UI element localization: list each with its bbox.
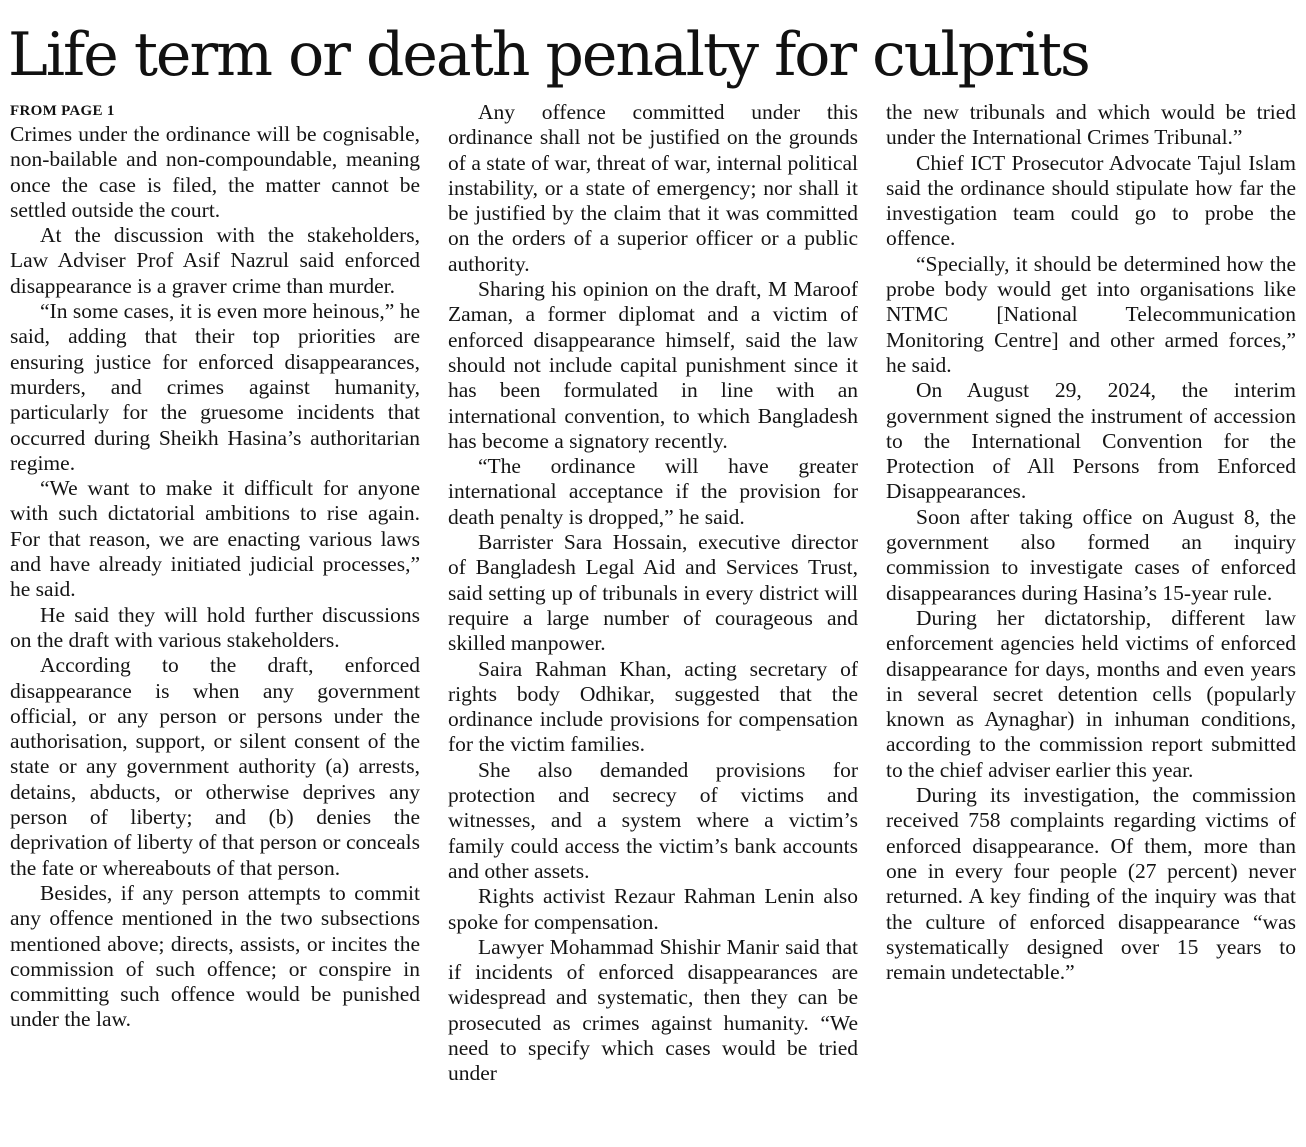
paragraph: Rights activist Rezaur Rahman Lenin also spoke for compensation.: [448, 884, 858, 934]
paragraph: He said they will hold further discussions on the draft with various stakeholders.: [10, 602, 420, 652]
article-column-1: [10, 100, 420, 1140]
from-page-label: FROM PAGE 1: [10, 103, 115, 119]
article-column-3: [886, 100, 1296, 1140]
paragraph: At the discussion with the stakeholders, Law Adviser Prof Asif Nazrul said enforced disappearance is a graver crime than murder.: [10, 223, 420, 298]
paragraph: During her dictatorship, different law enforcement agencies held victims of enforced disappearance for days, months and even years in several secret detention cells (popularly known as Aynaghar) in inhuman conditions, according to the commission report submitted to the chief adviser earlier this year.: [886, 605, 1296, 782]
paragraph: “The ordinance will have greater international acceptance if the provision for death penalty is dropped,” he said.: [448, 454, 858, 529]
paragraph: “Specially, it should be determined how the probe body would get into organisations like NTMC [National Telecommunication Monitoring Centre] and other armed forces,” he said.: [886, 251, 1296, 377]
paragraph: Any offence committed under this ordinance shall not be justified on the grounds of a state of war, threat of war, internal political instability, or a state of emergency; nor shall it be justified by the claim that it was committed on the orders of a superior officer or a public authority.: [448, 100, 858, 276]
paragraph: Besides, if any person attempts to commit any offence mentioned in the two subsections mentioned above; directs, assists, or incites the commission of such offence; or conspire in committing such offence would be punished under the law.: [10, 880, 420, 1032]
paragraph: Barrister Sara Hossain, executive director of Bangladesh Legal Aid and Services Trust, said setting up of tribunals in every district will require a large number of courageous and skilled manpower.: [448, 530, 858, 656]
paragraph: Lawyer Mohammad Shishir Manir said that if incidents of enforced disappearances are widespread and systematic, then they can be prosecuted as crimes against humanity. “We need to specify which cases would be tried under: [448, 934, 858, 1086]
paragraph: Soon after taking office on August 8, the government also formed an inquiry commission to investigate cases of enforced disappearances during Hasina’s 15-year rule.: [886, 504, 1296, 605]
paragraph: During its investigation, the commission received 758 complaints regarding victims of enforced disappearance. Of them, more than one in every four people (27 percent) never returned. A key finding of the inquiry was that the culture of enforced disappearance “was systematically designed over 15 years to remain undetectable.”: [886, 783, 1296, 985]
paragraph: Crimes under the ordinance will be cognisable, non-bailable and non-compoundable, meaning once the case is filed, the matter cannot be settled outside the court.: [10, 122, 420, 222]
paragraph: “We want to make it difficult for anyone with such dictatorial ambitions to rise again. For that reason, we are enacting various laws and have already initiated judicial processes,” he said.: [10, 476, 420, 602]
paragraph: Sharing his opinion on the draft, M Maroof Zaman, a former diplomat and a victim of enforced disappearance himself, said the law should not include capital punishment since it has been formulated in line with an international convention, to which Bangladesh has become a signatory recently.: [448, 277, 858, 453]
paragraph: “In some cases, it is even more heinous,” he said, adding that their top priorities are ensuring justice for enforced disappearances, murders, and crimes against humanity, particularly for the gruesome incidents that occurred during Sheikh Hasina’s authoritarian regime.: [10, 299, 420, 475]
paragraph: According to the draft, enforced disappearance is when any government official, or any person or persons under the authorisation, support, or silent consent of the state or any government authority (a) arrests, detains, abducts, or otherwise deprives any person of liberty; and (b) denies the deprivation of liberty of that person or conceals the fate or whereabouts of that person.: [10, 653, 420, 880]
paragraph: On August 29, 2024, the interim government signed the instrument of accession to the International Convention for the Protection of All Persons from Enforced Disappearances.: [886, 378, 1296, 504]
article-column-2: [448, 100, 858, 1140]
paragraph: Saira Rahman Khan, acting secretary of rights body Odhikar, suggested that the ordinance include provisions for compensation for the victim families.: [448, 656, 858, 757]
paragraph: Chief ICT Prosecutor Advocate Tajul Islam said the ordinance should stipulate how far the investigation team could go to probe the offence.: [886, 150, 1296, 251]
paragraph: the new tribunals and which would be tried under the International Crimes Tribunal.”: [886, 100, 1296, 150]
headline: Life term or death penalty for culprits: [8, 20, 1089, 90]
paragraph: She also demanded provisions for protection and secrecy of victims and witnesses, and a system where a victim’s family could access the victim’s bank accounts and other assets.: [448, 757, 858, 883]
